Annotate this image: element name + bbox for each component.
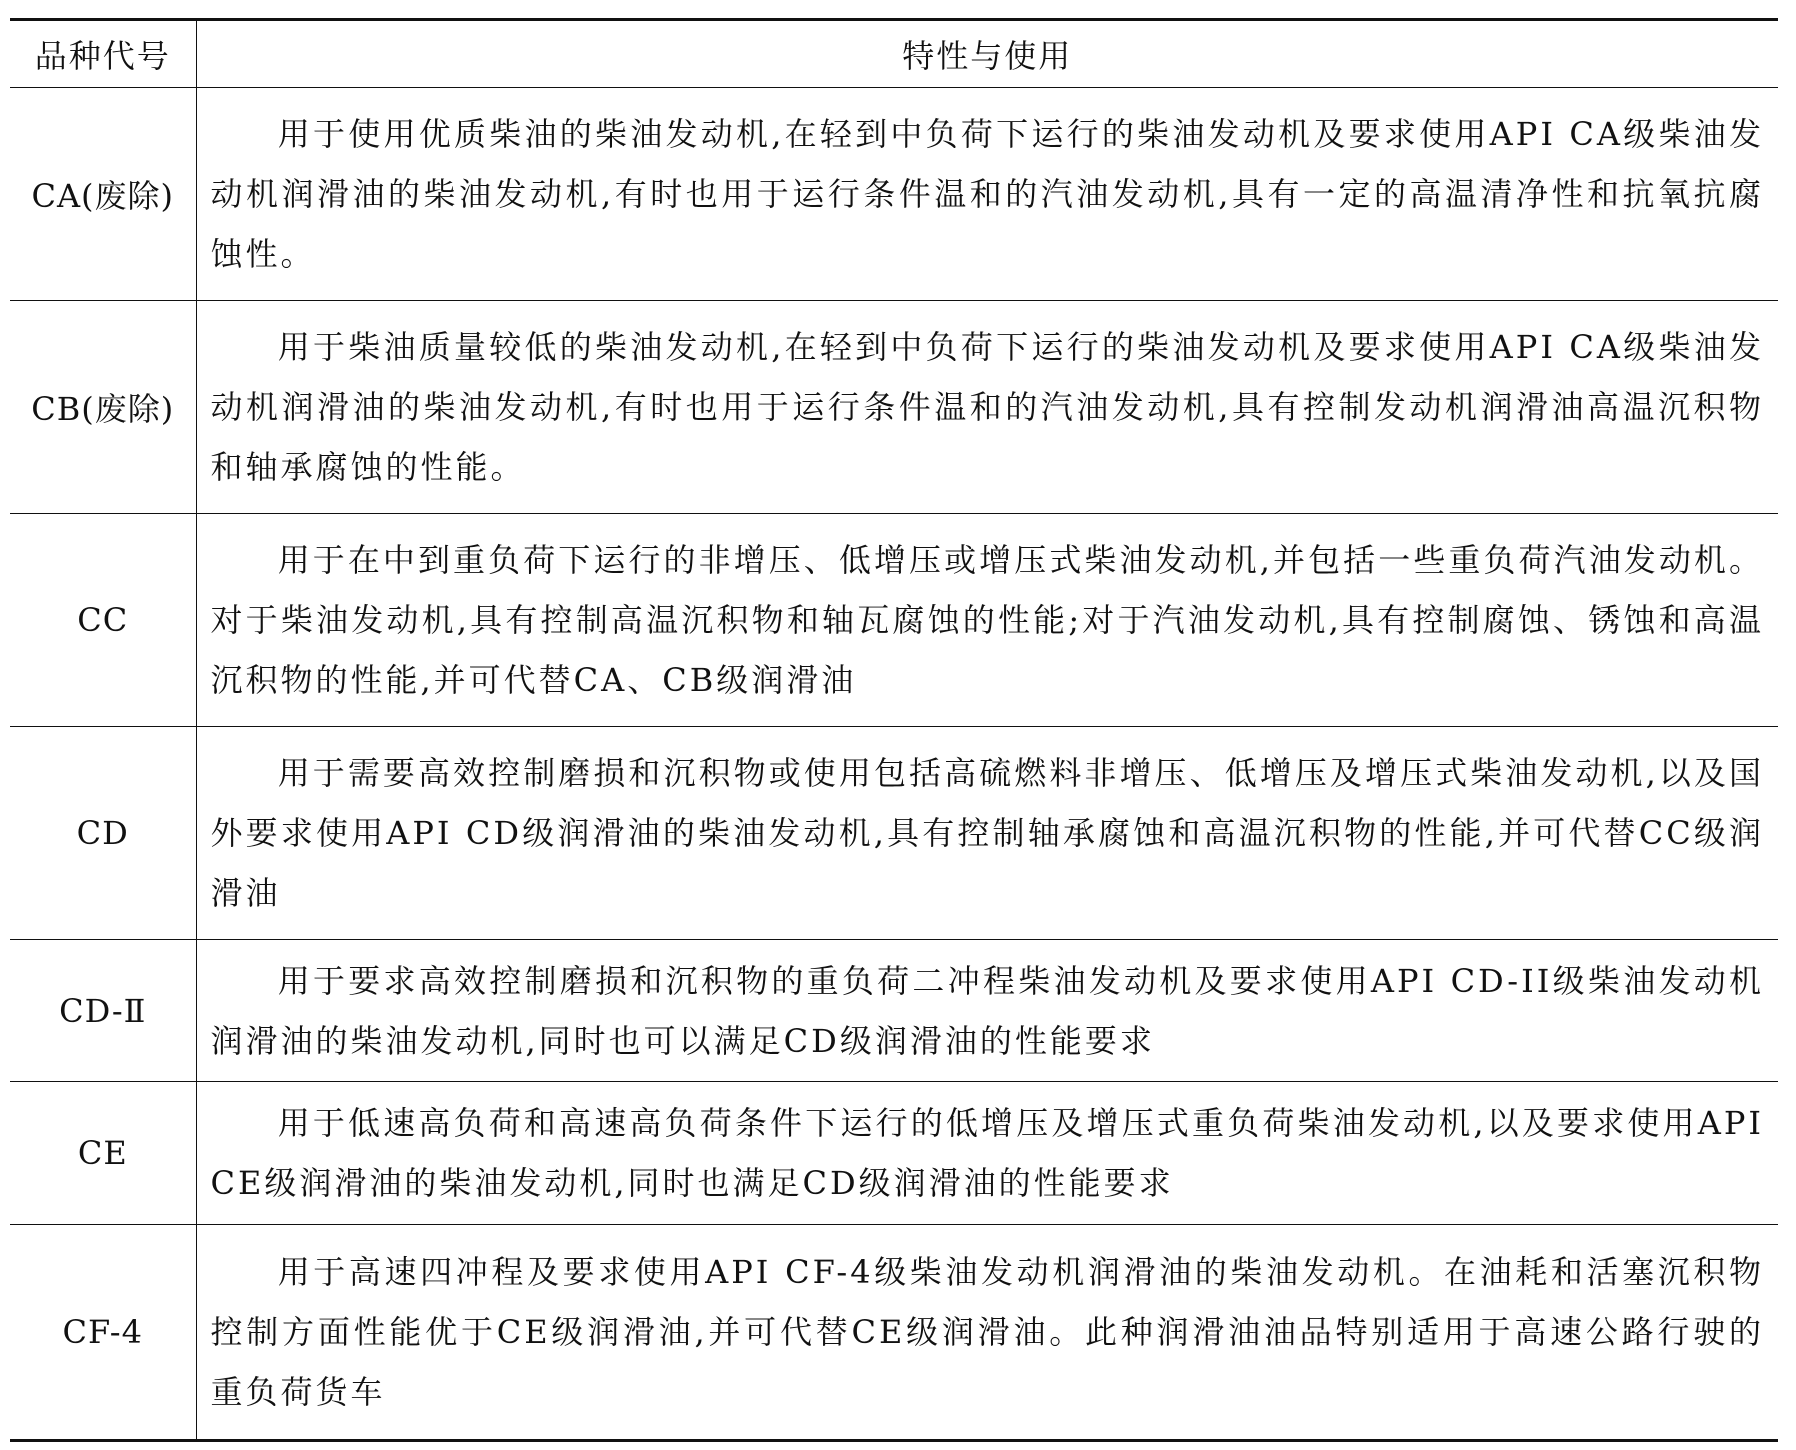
grade-code: CB(废除) xyxy=(10,301,196,514)
table-header xyxy=(10,20,1778,88)
header-description: 特性与使用 xyxy=(196,20,1778,88)
table-row xyxy=(10,88,1778,301)
oil-grade-table xyxy=(10,18,1778,1442)
table-row xyxy=(10,514,1778,727)
table-row xyxy=(10,727,1778,940)
grade-code: CE xyxy=(10,1082,196,1225)
table-row xyxy=(10,301,1778,514)
grade-code: CC xyxy=(10,514,196,727)
grade-description: 用于高速四冲程及要求使用API CF-4级柴油发动机润滑油的柴油发动机。在油耗和活塞沉积物控制方面性能优于CE级润滑油,并可代替CE级润滑油。此种润滑油油品特别适用于高速公路行驶的重负荷货车 xyxy=(196,1225,1778,1441)
table-row xyxy=(10,1082,1778,1225)
grade-code: CF-4 xyxy=(10,1225,196,1441)
grade-description: 用于在中到重负荷下运行的非增压、低增压或增压式柴油发动机,并包括一些重负荷汽油发动机。对于柴油发动机,具有控制高温沉积物和轴瓦腐蚀的性能;对于汽油发动机,具有控制腐蚀、锈蚀和高温沉积物的性能,并可代替CA、CB级润滑油 xyxy=(196,514,1778,727)
table-body xyxy=(10,88,1778,1441)
grade-description: 用于柴油质量较低的柴油发动机,在轻到中负荷下运行的柴油发动机及要求使用API CA级柴油发动机润滑油的柴油发动机,有时也用于运行条件温和的汽油发动机,具有控制发动机润滑油高温沉积物和轴承腐蚀的性能。 xyxy=(196,301,1778,514)
grade-description: 用于使用优质柴油的柴油发动机,在轻到中负荷下运行的柴油发动机及要求使用API CA级柴油发动机润滑油的柴油发动机,有时也用于运行条件温和的汽油发动机,具有一定的高温清净性和抗氧抗腐蚀性。 xyxy=(196,88,1778,301)
table-row xyxy=(10,1225,1778,1441)
grade-description: 用于低速高负荷和高速高负荷条件下运行的低增压及增压式重负荷柴油发动机,以及要求使用API CE级润滑油的柴油发动机,同时也满足CD级润滑油的性能要求 xyxy=(196,1082,1778,1225)
grade-code: CA(废除) xyxy=(10,88,196,301)
header-code: 品种代号 xyxy=(10,20,196,88)
grade-description: 用于要求高效控制磨损和沉积物的重负荷二冲程柴油发动机及要求使用API CD-II级柴油发动机润滑油的柴油发动机,同时也可以满足CD级润滑油的性能要求 xyxy=(196,940,1778,1082)
grade-code: CD xyxy=(10,727,196,940)
grade-description: 用于需要高效控制磨损和沉积物或使用包括高硫燃料非增压、低增压及增压式柴油发动机,以及国外要求使用API CD级润滑油的柴油发动机,具有控制轴承腐蚀和高温沉积物的性能,并可代替CC级润滑油 xyxy=(196,727,1778,940)
grade-code: CD-Ⅱ xyxy=(10,940,196,1082)
table-row xyxy=(10,940,1778,1082)
header-row xyxy=(10,20,1778,88)
